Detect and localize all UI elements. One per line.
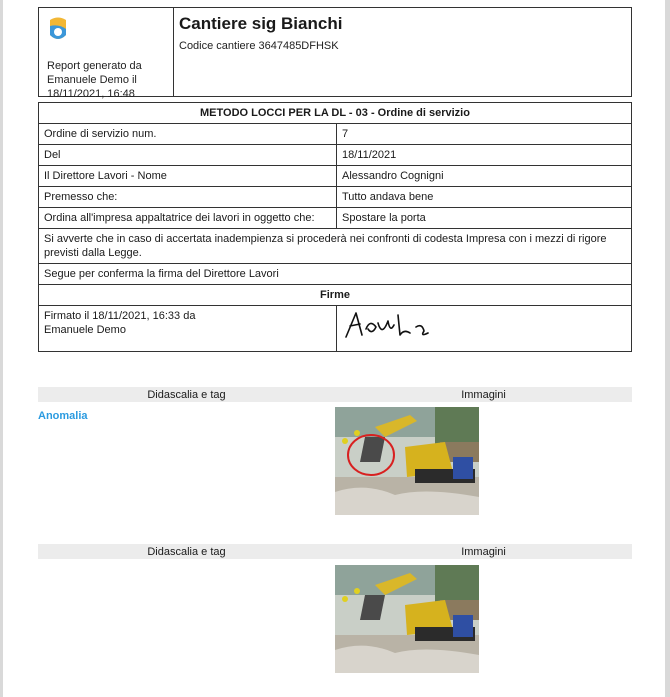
header-logo-cell (39, 8, 174, 100)
excavator-photo-icon (335, 407, 479, 515)
table-row (39, 229, 632, 264)
form-title: METODO LOCCI PER LA DL - 03 - Ordine di servizio (39, 103, 632, 124)
row-label: Premesso che: (39, 187, 337, 208)
signature-cell (337, 306, 632, 352)
tag-anomalia[interactable]: Anomalia (38, 410, 88, 422)
row-value: Tutto andava bene (337, 187, 632, 208)
signature-row (39, 306, 632, 352)
page-edge-right (665, 0, 670, 697)
report-header (38, 7, 632, 100)
photo-excavator-1[interactable] (335, 407, 479, 515)
report-line-3: 18/11/2021, 16:48 (47, 88, 135, 100)
notice-text: Si avverte che in caso di accertata inadempienza si procederà nei confronti di codesta Impresa con i mezzi di rigore previsti dalla Legge. (39, 229, 632, 264)
site-code: Codice cantiere 3647485DFHSK (179, 40, 339, 52)
signed-line-1: Firmato il 18/11/2021, 16:33 da (44, 310, 196, 322)
report-line-1: Report generato da (47, 60, 142, 72)
row-label: Ordina all'impresa appaltatrice dei lavori in oggetto che: (39, 208, 337, 229)
table-row (39, 124, 632, 145)
excavator-photo-icon (335, 565, 479, 673)
table-row (39, 208, 632, 229)
row-value: Spostare la porta (337, 208, 632, 229)
site-title: Cantiere sig Bianchi (179, 14, 343, 33)
table-row (39, 187, 632, 208)
gallery-header-2 (38, 544, 632, 559)
header-title-cell (174, 8, 347, 96)
row-value: Alessandro Cognigni (337, 166, 632, 187)
app-logo-icon (47, 16, 69, 42)
gallery-header-1 (38, 387, 632, 402)
page-edge-left (0, 0, 3, 697)
row-value: 18/11/2021 (337, 145, 632, 166)
report-line-2: Emanuele Demo il (47, 74, 137, 86)
caption-header: Didascalia e tag (147, 545, 226, 558)
photo-excavator-2[interactable] (335, 565, 479, 673)
handwritten-signature-icon (342, 309, 432, 341)
row-label: Il Direttore Lavori - Nome (39, 166, 337, 187)
table-row (39, 145, 632, 166)
caption-header: Didascalia e tag (147, 388, 226, 401)
table-row (39, 264, 632, 285)
signatures-title: Firme (39, 285, 632, 306)
confirm-text: Segue per conferma la firma del Direttore Lavori (39, 264, 632, 285)
signed-by (39, 306, 337, 352)
report-generated-info (47, 59, 165, 101)
row-label: Ordine di servizio num. (39, 124, 337, 145)
images-header: Immagini (461, 388, 506, 401)
images-header: Immagini (461, 545, 506, 558)
row-value: 7 (337, 124, 632, 145)
row-label: Del (39, 145, 337, 166)
table-row (39, 166, 632, 187)
service-order-table (38, 102, 632, 352)
signed-line-2: Emanuele Demo (44, 324, 126, 336)
